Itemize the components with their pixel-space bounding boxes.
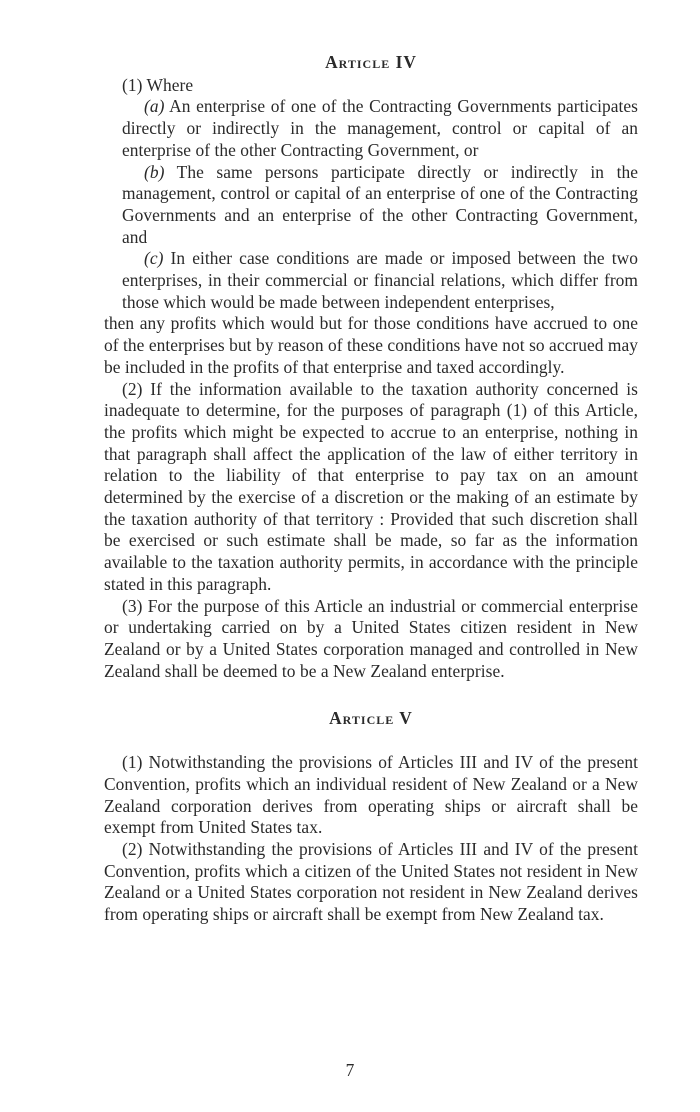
clause-c-marker: (c) [144, 248, 164, 269]
clause-b-text: The same persons participate directly or indirectly in the management, control or capital of an enterprise of one of the Contracting Governments and an enterprise of the other Contracting Government, and [122, 161, 638, 247]
article-iv-para-3: (3) For the purpose of this Article an industrial or commercial enterprise or undertaking carried on by a United States citizen resident in New Zealand or by a United States corporation managed and controlled in New Zealand shall be deemed to be a New Zealand enterprise. [104, 595, 638, 681]
article-iv-clause-b [122, 162, 638, 249]
article-iv-para-2: (2) If the information available to the taxation authority concerned is inadequate to determine, for the purposes of paragraph (1) of this Article, the profits which might be expected to accrue to an enterprise, nothing in that paragraph shall affect the application of the law of either territory in relation to the liability of that enterprise to pay tax on an amount determined by the exercise of a discretion or the making of an estimate by the taxation authority of that territory : Provided that such discretion shall be exercised or such estimate shall be made, so far as the information available to the taxation authority permits, in accordance with the principle stated in this paragraph. [104, 378, 638, 594]
article-iv-clause-c [122, 248, 638, 313]
article-v-para-1: (1) Notwithstanding the provisions of Articles III and IV of the present Convention, profits which an individual resident of New Zealand or a New Zealand corporation derives from operating ships or aircraft shall be exempt from United States tax. [104, 752, 638, 838]
article-iv-clause-a [122, 96, 638, 161]
clause-a-text: An enterprise of one of the Contracting Governments participates directly or indirectly in the management, control or capital of an enterprise of the other Contracting Government, or [122, 96, 638, 160]
article-iv-then-clause: then any profits which would but for those conditions have accrued to one of the enterprises but by reason of these conditions have not so accrued may be included in the profits of that enterprise and taxed accordingly. [104, 313, 638, 377]
article-v-para-2: (2) Notwithstanding the provisions of Articles III and IV of the present Convention, profits which a citizen of the United States not resident in New Zealand or a United States corporation not resident in New Zealand derives from operating ships or aircraft shall be exempt from New Zealand tax. [104, 838, 638, 925]
article-iv-heading: Article IV [325, 52, 417, 72]
article-v-heading: Article V [329, 708, 413, 729]
article-iv-para-1-intro: (1) Where [122, 74, 194, 95]
page-body [104, 52, 638, 926]
page-number: 7 [345, 1060, 355, 1080]
clause-a-marker: (a) [144, 96, 165, 117]
clause-c-text: In either case conditions are made or imposed between the two enterprises, in their commercial or financial relations, which differ from those which would be made between independent enterprises, [122, 248, 638, 312]
clause-b-marker: (b) [144, 161, 165, 182]
